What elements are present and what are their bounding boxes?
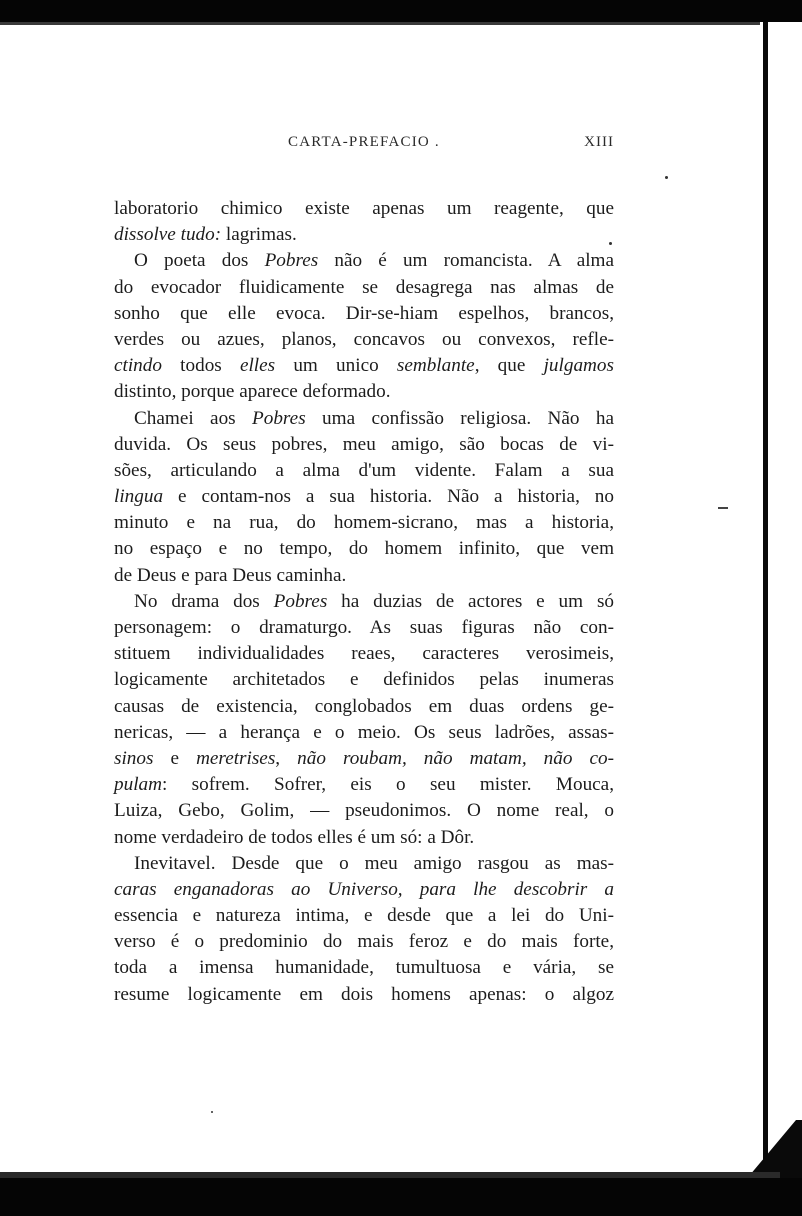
text-line: essencia e natureza intima, e desde que a lei do Uni- (114, 905, 614, 927)
text-line: logicamente architetados e definidos pelas inumeras (114, 669, 614, 691)
scan-speck (665, 176, 668, 179)
text-line: sões, articulando a alma d'um vidente. Falam a sua (114, 459, 614, 481)
text-line: Inevitavel. Desde que o meu amigo rasgou as mas- (134, 852, 614, 874)
text-line: caras enganadoras ao Universo, para lhe descobrir a (114, 878, 614, 900)
text-line: dissolve tudo: lagrimas. (114, 224, 297, 246)
page-number: XIII (584, 134, 614, 150)
text-line: nericas, — a herança e o meio. Os seus ladrões, assas- (114, 721, 614, 743)
text-line: duvida. Os seus pobres, meu amigo, são bocas de vi- (114, 433, 614, 455)
text-line: personagem: o dramaturgo. As suas figuras não con- (114, 617, 614, 638)
text-line: O poeta dos Pobres não é um romancista. A alma (134, 250, 614, 272)
running-head-title: CARTA-PREFACIO . (288, 134, 440, 150)
text-line: verdes ou azues, planos, concavos ou convexos, refle- (114, 328, 614, 350)
text-line: ctindo todos elles um unico semblante, que julgamos (114, 355, 614, 377)
text-line: no espaço e no tempo, do homem infinito, que vem (114, 538, 614, 560)
text-line: nome verdadeiro de todos elles é um só: a Dôr. (114, 826, 475, 848)
text-line: Luiza, Gebo, Golim, — pseudonimos. O nome real, o (114, 800, 614, 822)
text-line: stituem individualidades reaes, caracteres verosimeis, (114, 643, 614, 665)
text-block (114, 196, 614, 1008)
text-line: distinto, porque aparece deformado. (114, 381, 391, 403)
running-head (114, 134, 614, 156)
scan-bottom-border (0, 1178, 802, 1216)
text-line: Chamei aos Pobres uma confissão religiosa. Não ha (134, 407, 614, 429)
scan-top-shadow (0, 22, 770, 25)
text-line: pulam: sofrem. Sofrer, eis o seu mister. Mouca, (114, 774, 614, 796)
text-line: resume logicamente em dois homens apenas: o algoz (114, 983, 614, 1005)
scan-top-border (0, 0, 802, 22)
text-line: laboratorio chimico existe apenas um reagente, que (114, 198, 614, 219)
text-line: No drama dos Pobres ha duzias de actores e um só (134, 590, 614, 612)
text-line: sonho que elle evoca. Dir-se-hiam espelhos, brancos, (114, 302, 614, 324)
scan-dash (718, 507, 728, 509)
text-line: verso é o predominio do mais feroz e do mais forte, (114, 931, 614, 953)
text-line: do evocador fluidicamente se desagrega nas almas de (114, 276, 614, 298)
text-line: minuto e na rua, do homem-sicrano, mas a historia, (114, 512, 614, 534)
scan-right-border (763, 22, 768, 1187)
text-line: toda a imensa humanidade, tumultuosa e vária, se (114, 957, 614, 979)
text-line: de Deus e para Deus caminha. (114, 564, 347, 586)
text-line: sinos e meretrises, não roubam, não matam, não co- (114, 747, 615, 769)
text-line: lingua e contam-nos a sua historia. Não a historia, no (114, 486, 614, 508)
scan-speck (211, 1111, 213, 1113)
text-line: causas de existencia, conglobados em duas ordens ge- (114, 695, 614, 717)
